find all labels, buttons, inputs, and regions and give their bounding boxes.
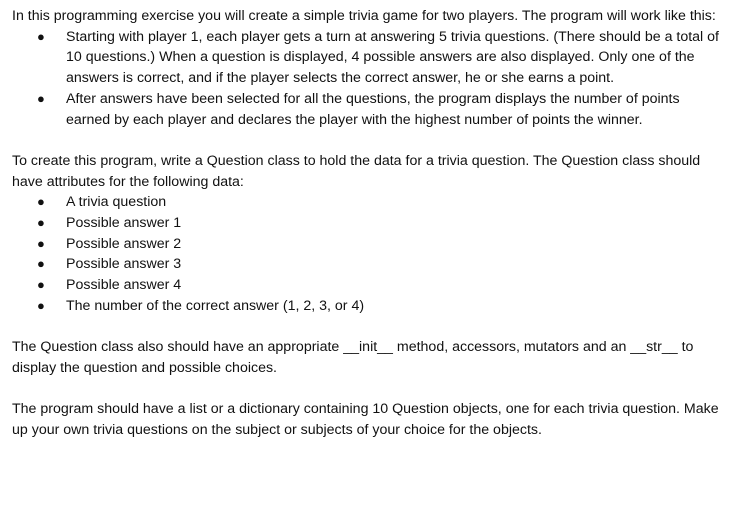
intro-paragraph: In this programming exercise you will create a simple trivia game for two players. The program will work like this: xyxy=(12,8,716,24)
paragraph-spacer xyxy=(12,379,724,400)
paragraph-spacer xyxy=(12,317,724,338)
list-item-text: After answers have been selected for all the questions, the program displays the number of points earned by each player and declares the player with the highest number of points the winner. xyxy=(66,90,680,128)
list-item-text: The number of the correct answer (1, 2, 3, or 4) xyxy=(66,297,365,314)
list-item xyxy=(12,234,724,255)
bullet-icon: ● xyxy=(37,90,45,106)
bullet-icon: ● xyxy=(37,28,45,44)
list-item-text: A trivia question xyxy=(66,194,167,211)
bullet-icon: ● xyxy=(37,277,45,293)
list-item xyxy=(12,275,724,296)
list-item-text: Possible answer 3 xyxy=(66,256,182,273)
game-rules-list xyxy=(12,27,724,131)
bullet-icon: ● xyxy=(37,256,45,272)
list-item xyxy=(12,89,724,130)
list-item-text: Possible answer 2 xyxy=(66,235,182,252)
list-item xyxy=(12,213,724,234)
bullet-icon: ● xyxy=(37,297,45,313)
program-paragraph: The program should have a list or a dictionary containing 10 Question objects, one for each trivia question. Make up your own trivia questions on the subject or subjects of your choice for the objects. xyxy=(12,401,719,439)
class-intro-paragraph: To create this program, write a Question class to hold the data for a trivia question. The Question class should have attributes for the following data: xyxy=(12,152,701,190)
list-item-text: Possible answer 1 xyxy=(66,215,182,232)
bullet-icon: ● xyxy=(37,215,45,231)
bullet-icon: ● xyxy=(37,194,45,210)
bullet-icon: ● xyxy=(37,235,45,251)
list-item xyxy=(12,296,724,317)
paragraph-spacer xyxy=(12,130,724,151)
methods-paragraph: The Question class also should have an appropriate __init__ method, accessors, mutators and an __str__ to display the question and possible choices. xyxy=(12,339,694,376)
list-item xyxy=(12,27,724,89)
list-item xyxy=(12,192,724,213)
list-item-text: Possible answer 4 xyxy=(66,277,182,294)
attributes-list xyxy=(12,192,724,316)
document-body xyxy=(12,6,724,441)
list-item xyxy=(12,254,724,275)
list-item-text: Starting with player 1, each player gets a turn at answering 5 trivia questions. (There should be a total of 10 questions.) When a question is displayed, 4 possible answers are also displayed. Only one of the answers is correct, and if the player selects the correct answer, he or she earns a point. xyxy=(66,28,719,87)
